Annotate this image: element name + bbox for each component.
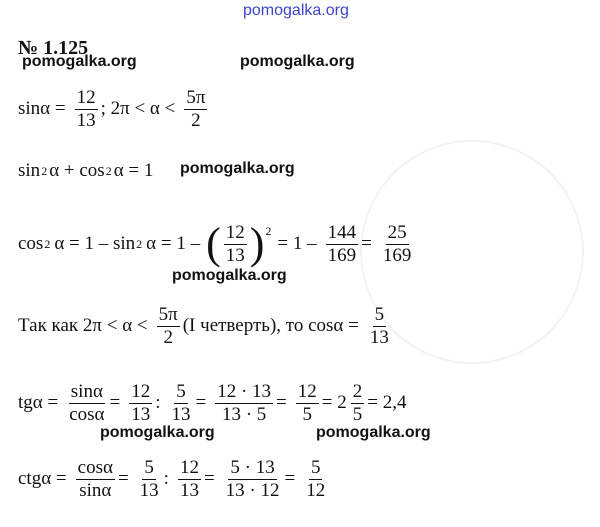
watermark: pomogalka.org	[240, 53, 355, 70]
fraction-5pi-2: $\frac{5\pi}{2}$	[158, 304, 178, 348]
watermark: pomogalka.org	[22, 53, 137, 70]
watermark: pomogalka.org	[172, 267, 287, 284]
fraction-5pi-2: $\frac{5\pi}{2}$	[186, 87, 206, 131]
watermark: pomogalka.org	[316, 424, 431, 441]
equation-line-3: cos 2 α = 1 – sin 2 α = 1 – ( $\frac{12}{13}$ ) 2 = 1 – $\frac{144}{169}$ = $\frac{25}{169}$	[18, 219, 412, 268]
cos-squared-expression: cos 2 α = 1 – sin 2 α = 1 –	[18, 233, 201, 254]
equation-line-5: tgα = $\frac{\sin\alpha}{\cos\alpha}$ = $\frac{12}{13}$ : $\frac{5}{13}$ = $\frac{12 \cdot 13}{13 \cdot 5}$ = $\frac{12}{5}$ = 2 $\frac{2}{5}$ = 2,4	[18, 381, 407, 425]
equation-line-6: ctgα = $\frac{\cos\alpha}{\sin\alpha}$ = $\frac{5}{13}$ : $\frac{12}{13}$ = $\frac{5 \cdot 13}{13 \cdot 12}$ = $\frac{5}{12}$	[18, 457, 326, 501]
watermark: pomogalka.org	[180, 160, 295, 177]
sin-alpha-lhs: sinα =	[18, 98, 66, 120]
conclusion-text: (I четверть), то cosα =	[182, 315, 359, 337]
site-header-link[interactable]: pomogalka.org	[243, 2, 349, 19]
fraction-25-169: $\frac{25}{169}$	[382, 221, 412, 266]
identity-text: sin 2 α + cos 2 α = 1	[18, 160, 154, 181]
parenthesized-fraction: ( $\frac{12}{13}$ ) 2	[206, 219, 272, 268]
ctg-alpha-lhs: ctgα =	[18, 468, 67, 490]
fraction-12-13: $\frac{12}{13}$	[76, 87, 96, 131]
fraction-144-169: $\frac{144}{169}$	[327, 221, 357, 266]
watermark: pomogalka.org	[100, 424, 215, 441]
tg-alpha-lhs: tgα =	[18, 392, 59, 414]
fraction-5-13: $\frac{5}{13}$	[369, 304, 389, 348]
minus-text: = 1 –	[277, 233, 317, 254]
range-text: ; 2π < α <	[100, 98, 176, 120]
quadrant-text: Так как 2π < α <	[18, 315, 148, 337]
problem-number: № 1.125	[18, 37, 89, 59]
equation-line-2	[18, 160, 159, 182]
equation-line-1	[18, 88, 210, 131]
equation-line-4	[18, 305, 394, 348]
